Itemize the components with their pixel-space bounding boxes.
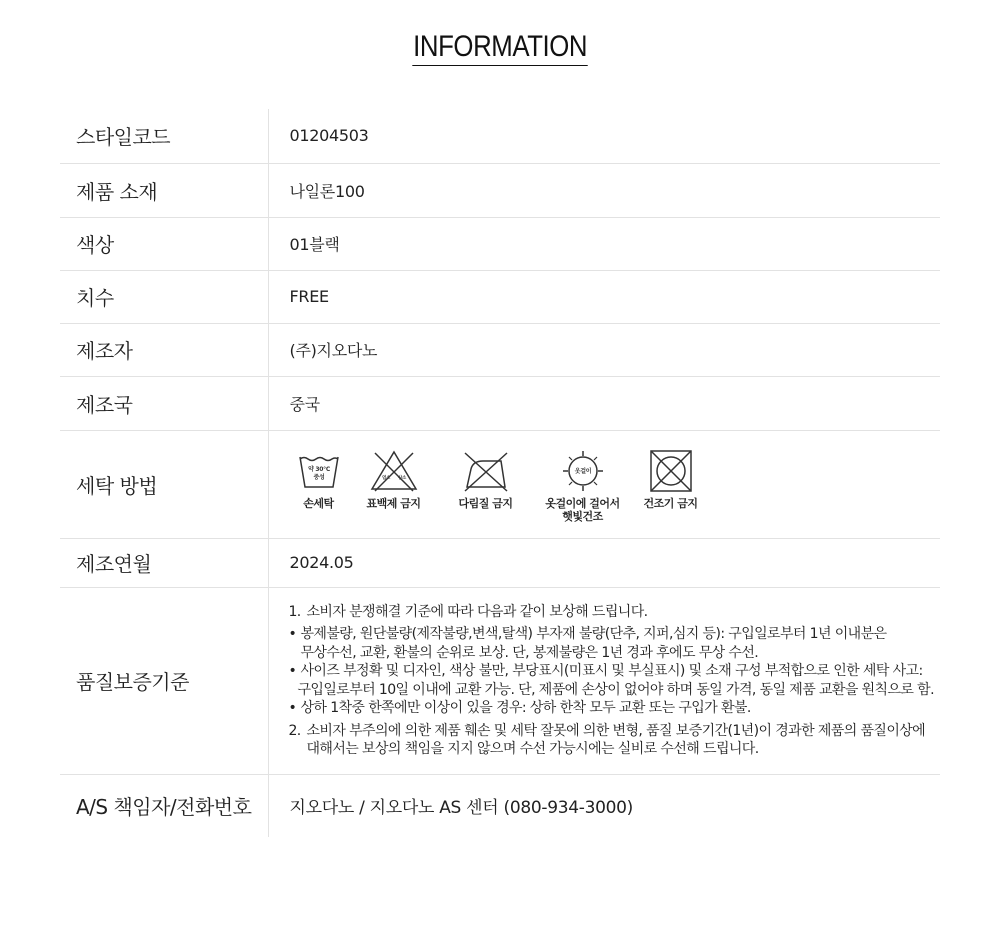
quality-bullet-1-line-2: 무상수선, 교환, 환불의 순위로 보상. 단, 봉제불량은 1년 경과 후에도 무상 수선. (300, 644, 759, 661)
no-bleach-oxygen-text: 산소 (397, 476, 406, 481)
quality-bullet-3 (289, 699, 941, 718)
row-color (60, 217, 940, 270)
bullet-marker: • (288, 663, 297, 679)
row-manufacturer (60, 323, 940, 376)
care-item-no-bleach (351, 449, 437, 510)
washing-label: 세탁 방법 (60, 430, 268, 538)
quality-bullet-2 (289, 662, 941, 681)
style-code-label: 스타일코드 (60, 109, 268, 163)
quality-bullet-3-text: 상하 1착중 한쪽에만 이상이 있을 경우: 상하 한착 모두 교환 또는 구입가 환불. (300, 700, 751, 716)
row-quality (60, 587, 940, 774)
quality-item-1-text: 소비자 분쟁해결 기준에 따라 다음과 같이 보상해 드립니다. (306, 603, 648, 620)
row-washing (60, 430, 940, 538)
row-size (60, 270, 940, 323)
row-country (60, 376, 940, 430)
material-label: 제품 소재 (60, 163, 268, 217)
quality-label: 품질보증기준 (60, 587, 268, 774)
quality-bullet-1-line-1: 봉제불량, 원단불량(제작불량,변색,탈색) 부자재 불량(단추, 지퍼,심지 등): 구입일로부터 1년 이내분은 (300, 626, 887, 642)
material-value: 나일론100 (268, 163, 940, 217)
manufacturer-label: 제조자 (60, 323, 268, 376)
row-date (60, 538, 940, 587)
quality-item-2-line-1: 소비자 부주의에 의한 제품 훼손 및 세탁 잘못에 의한 변형, 품질 보증기간(1년)이 경과한 제품의 품질이상에 (306, 722, 926, 739)
hand-wash-neutral-text: 중성 (313, 474, 324, 481)
washing-value (268, 430, 940, 538)
hand-wash-icon (297, 449, 341, 493)
hang-dry-label: 옷걸이에 걸어서 햇빛건조 (545, 497, 620, 523)
hang-dry-inner-text: 옷걸이 (574, 468, 591, 475)
quality-item-2-number: 2. (288, 722, 301, 739)
quality-value (268, 587, 940, 774)
row-material (60, 163, 940, 217)
color-value: 01블랙 (268, 217, 940, 270)
row-style-code (60, 109, 940, 163)
quality-bullet-1 (289, 625, 941, 644)
row-as (60, 774, 940, 837)
no-tumble-dry-label: 건조기 금지 (643, 497, 698, 510)
quality-item-2-line-2: 대해서는 보상의 책임을 지지 않으며 수선 가능시에는 실비로 수선해 드립니다. (306, 741, 759, 757)
information-heading: INFORMATION (412, 30, 588, 66)
quality-standards (289, 603, 941, 759)
bullet-marker: • (288, 700, 297, 716)
size-value: FREE (268, 270, 940, 323)
date-label: 제조연월 (60, 538, 268, 587)
care-item-hang-dry (533, 449, 633, 523)
quality-bullet-1-cont (289, 644, 941, 663)
no-tumble-dry-icon (647, 449, 695, 493)
as-value: 지오다노 / 지오다노 AS 센터 (080-934-3000) (289, 798, 633, 819)
quality-item-2 (289, 722, 941, 741)
hang-dry-sun-icon (559, 449, 607, 493)
manufacturer-value: (주)지오다노 (268, 323, 940, 376)
information-table (60, 109, 940, 837)
size-label: 치수 (60, 270, 268, 323)
hand-wash-label: 손세탁 (303, 497, 334, 510)
country-label: 제조국 (60, 376, 268, 430)
no-iron-icon (461, 449, 511, 493)
care-item-no-iron (439, 449, 533, 510)
care-item-hand-wash (287, 449, 351, 510)
care-icons (287, 445, 941, 523)
quality-item-1-number: 1. (288, 603, 301, 620)
no-bleach-icon (369, 449, 419, 493)
as-label: A/S 책임자/전화번호 (60, 774, 268, 837)
no-iron-label: 다림질 금지 (458, 497, 513, 510)
date-value: 2024.05 (268, 538, 940, 587)
no-bleach-label: 표백제 금지 (366, 497, 421, 510)
quality-bullet-2-cont (289, 681, 941, 700)
style-code-value: 01204503 (268, 109, 940, 163)
hand-wash-temp-text: 약 30°C (307, 466, 330, 473)
country-value: 중국 (268, 376, 940, 430)
care-item-no-tumble-dry (633, 449, 709, 510)
quality-bullet-2-line-1: 사이즈 부정확 및 디자인, 색상 불만, 부당표시(미표시 및 부실표시) 및 소재 구성 부적합으로 인한 세탁 사고: (300, 663, 923, 679)
quality-item-1 (289, 603, 941, 622)
color-label: 색상 (60, 217, 268, 270)
no-bleach-chlorine-text: 염소 (381, 476, 390, 481)
bullet-marker: • (288, 626, 297, 642)
section-title (0, 30, 1000, 66)
quality-item-2-cont (289, 740, 941, 759)
quality-bullet-2-line-2: 구입일로부터 10일 이내에 교환 가능. 단, 제품에 손상이 없어야 하며 동일 가격, 동일 제품 교환을 원칙으로 함. (297, 681, 934, 698)
